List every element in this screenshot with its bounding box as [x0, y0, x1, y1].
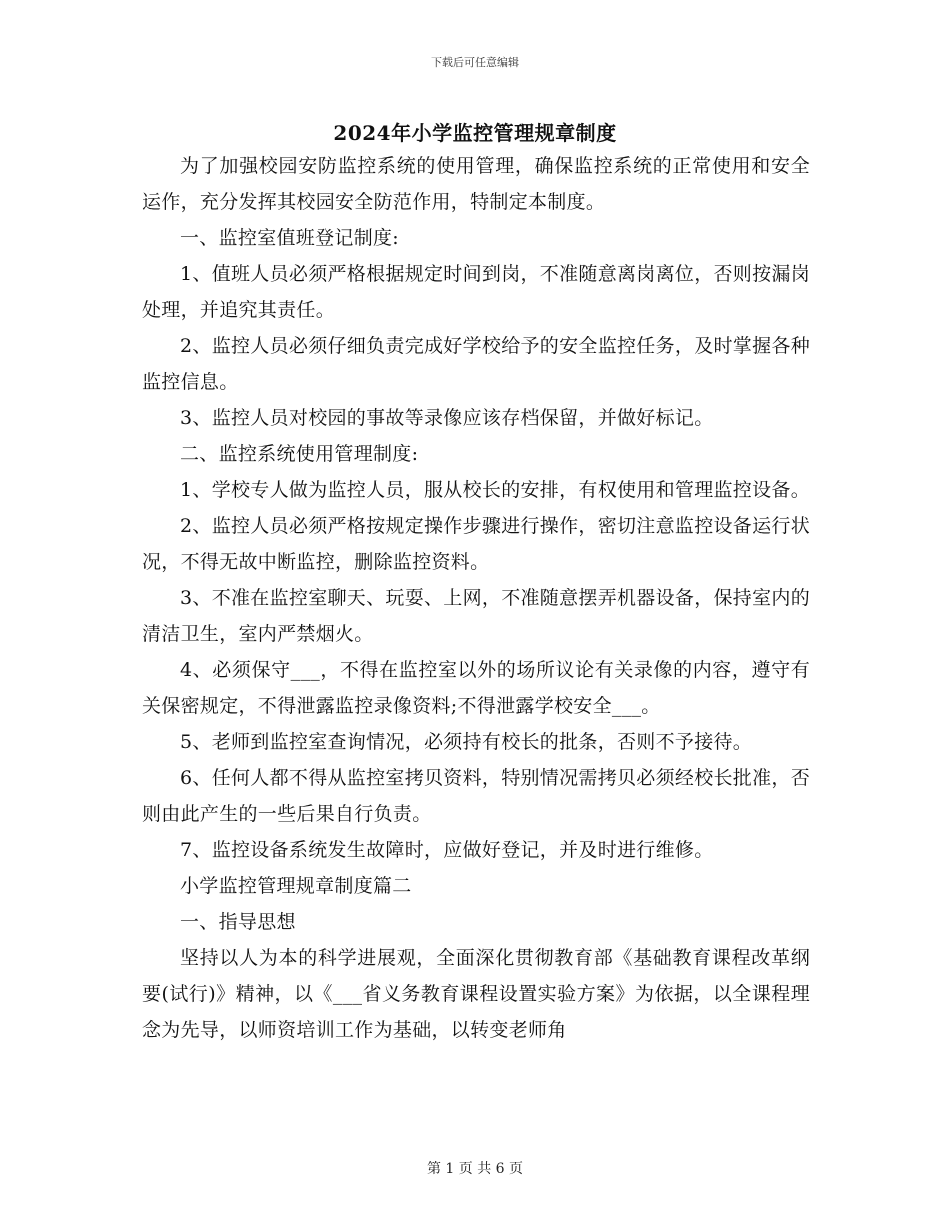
paragraph-usage-item-7: 7、监控设备系统发生故障时，应做好登记，并及时进行维修。	[180, 839, 714, 861]
paragraph-guiding-ideology: 坚持以人为本的科学进展观，全面深化贯彻教育部《基础教育课程改革纲要(试行)》精神，以《___省义务教育课程设置实验方案》为依据，以全课程理念为先导，以师资培训工作为基础，以转变老师角	[142, 947, 810, 1041]
paragraph-usage-item-6: 6、任何人都不得从监控室拷贝资料，特别情况需拷贝必须经校长批准，否则由此产生的一些后果自行负责。	[142, 767, 810, 825]
page-number: 第 1 页 共 6 页	[426, 1161, 524, 1177]
section-heading-system-usage: 二、监控系统使用管理制度:	[180, 443, 419, 465]
paragraph-duty-item-2: 2、监控人员必须仔细负责完成好学校给予的安全监控任务，及时掌握各种监控信息。	[142, 335, 810, 393]
paragraph-intro: 为了加强校园安防监控系统的使用管理，确保监控系统的正常使用和安全运作，充分发挥其校园安全防范作用，特制定本制度。	[142, 155, 810, 213]
paragraph-usage-item-2: 2、监控人员必须严格按规定操作步骤进行操作，密切注意监控设备运行状况，不得无故中断监控，删除监控资料。	[142, 515, 810, 573]
paragraph-usage-item-1: 1、学校专人做为监控人员，服从校长的安排，有权使用和管理监控设备。	[180, 479, 810, 501]
paragraph-usage-item-4: 4、必须保守___，不得在监控室以外的场所议论有关录像的内容，遵守有关保密规定，不得泄露监控录像资料;不得泄露学校安全___。	[142, 659, 810, 717]
paragraph-duty-item-3: 3、监控人员对校园的事故等录像应该存档保留，并做好标记。	[180, 407, 714, 429]
section-heading-guiding-ideology: 一、指导思想	[180, 911, 296, 933]
section-heading-duty-registration: 一、监控室值班登记制度:	[180, 227, 400, 249]
document-title: 2024年小学监控管理规章制度	[333, 121, 617, 145]
paragraph-usage-item-5: 5、老师到监控室查询情况，必须持有校长的批条，否则不予接待。	[180, 731, 753, 753]
section-heading-part-two: 小学监控管理规章制度篇二	[180, 875, 412, 897]
page-header-note: 下载后可任意编辑	[431, 56, 519, 69]
paragraph-duty-item-1: 1、值班人员必须严格根据规定时间到岗，不准随意离岗离位，否则按漏岗处理，并追究其责任。	[142, 263, 810, 321]
paragraph-usage-item-3: 3、不准在监控室聊天、玩耍、上网，不准随意摆弄机器设备，保持室内的清洁卫生，室内严禁烟火。	[142, 587, 810, 645]
document-body	[142, 148, 810, 1048]
